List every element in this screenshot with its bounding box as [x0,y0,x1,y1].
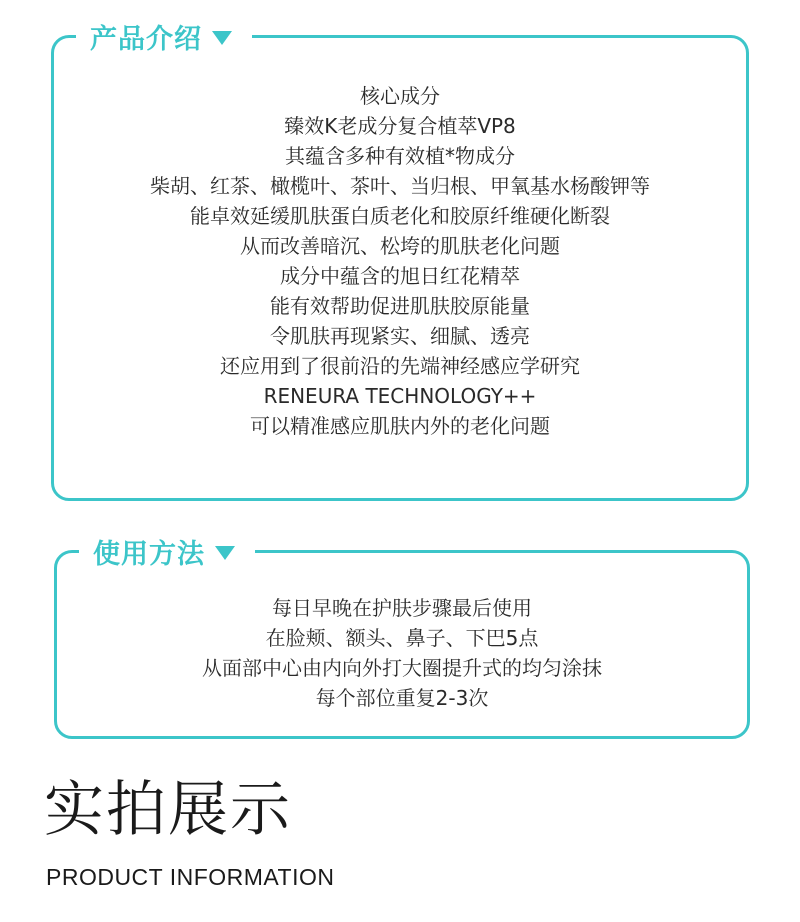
intro-line: 能有效帮助促进肌肤胶原能量 [270,294,530,318]
triangle-down-icon [212,31,232,45]
intro-line: 可以精准感应肌肤内外的老化问题 [250,414,550,438]
intro-line: 成分中蕴含的旭日红花精萃 [280,264,520,288]
usage-lines [57,593,747,713]
product-intro-title: 产品介绍 [90,23,202,55]
intro-line: 其蕴含多种有效植*物成分 [285,144,515,168]
intro-line: 还应用到了很前沿的先端神经感应学研究 [220,354,580,378]
triangle-down-icon [215,546,235,560]
usage-line: 从面部中心由内向外打大圈提升式的均匀涂抹 [202,656,602,680]
intro-line: 柴胡、红茶、橄榄叶、茶叶、当归根、甲氧基水杨酸钾等 [150,174,650,198]
intro-line: 臻效K老成分复合植萃VP8 [284,114,516,138]
intro-line: 能卓效延缓肌肤蛋白质老化和胶原纤维硬化断裂 [190,204,610,228]
product-intro-lines [54,81,746,441]
usage-line: 每个部位重复2-3次 [315,686,489,710]
usage-title: 使用方法 [93,538,205,570]
product-intro-header [76,16,252,56]
product-intro-panel [51,23,749,501]
usage-line: 每日早晚在护肤步骤最后使用 [272,596,532,620]
intro-line: 令肌肤再现紧实、细腻、透亮 [270,324,530,348]
intro-line: RENEURA TECHNOLOGY++ [263,384,537,408]
intro-line: 从而改善暗沉、松垮的肌肤老化问题 [240,234,560,258]
usage-panel [54,538,750,739]
showcase-subtitle: PRODUCT INFORMATION [46,864,335,890]
usage-line: 在脸颊、额头、鼻子、下巴5点 [265,626,539,650]
intro-line: 核心成分 [360,84,440,108]
showcase-title: 实拍展示 [44,775,292,845]
usage-header [79,531,255,571]
